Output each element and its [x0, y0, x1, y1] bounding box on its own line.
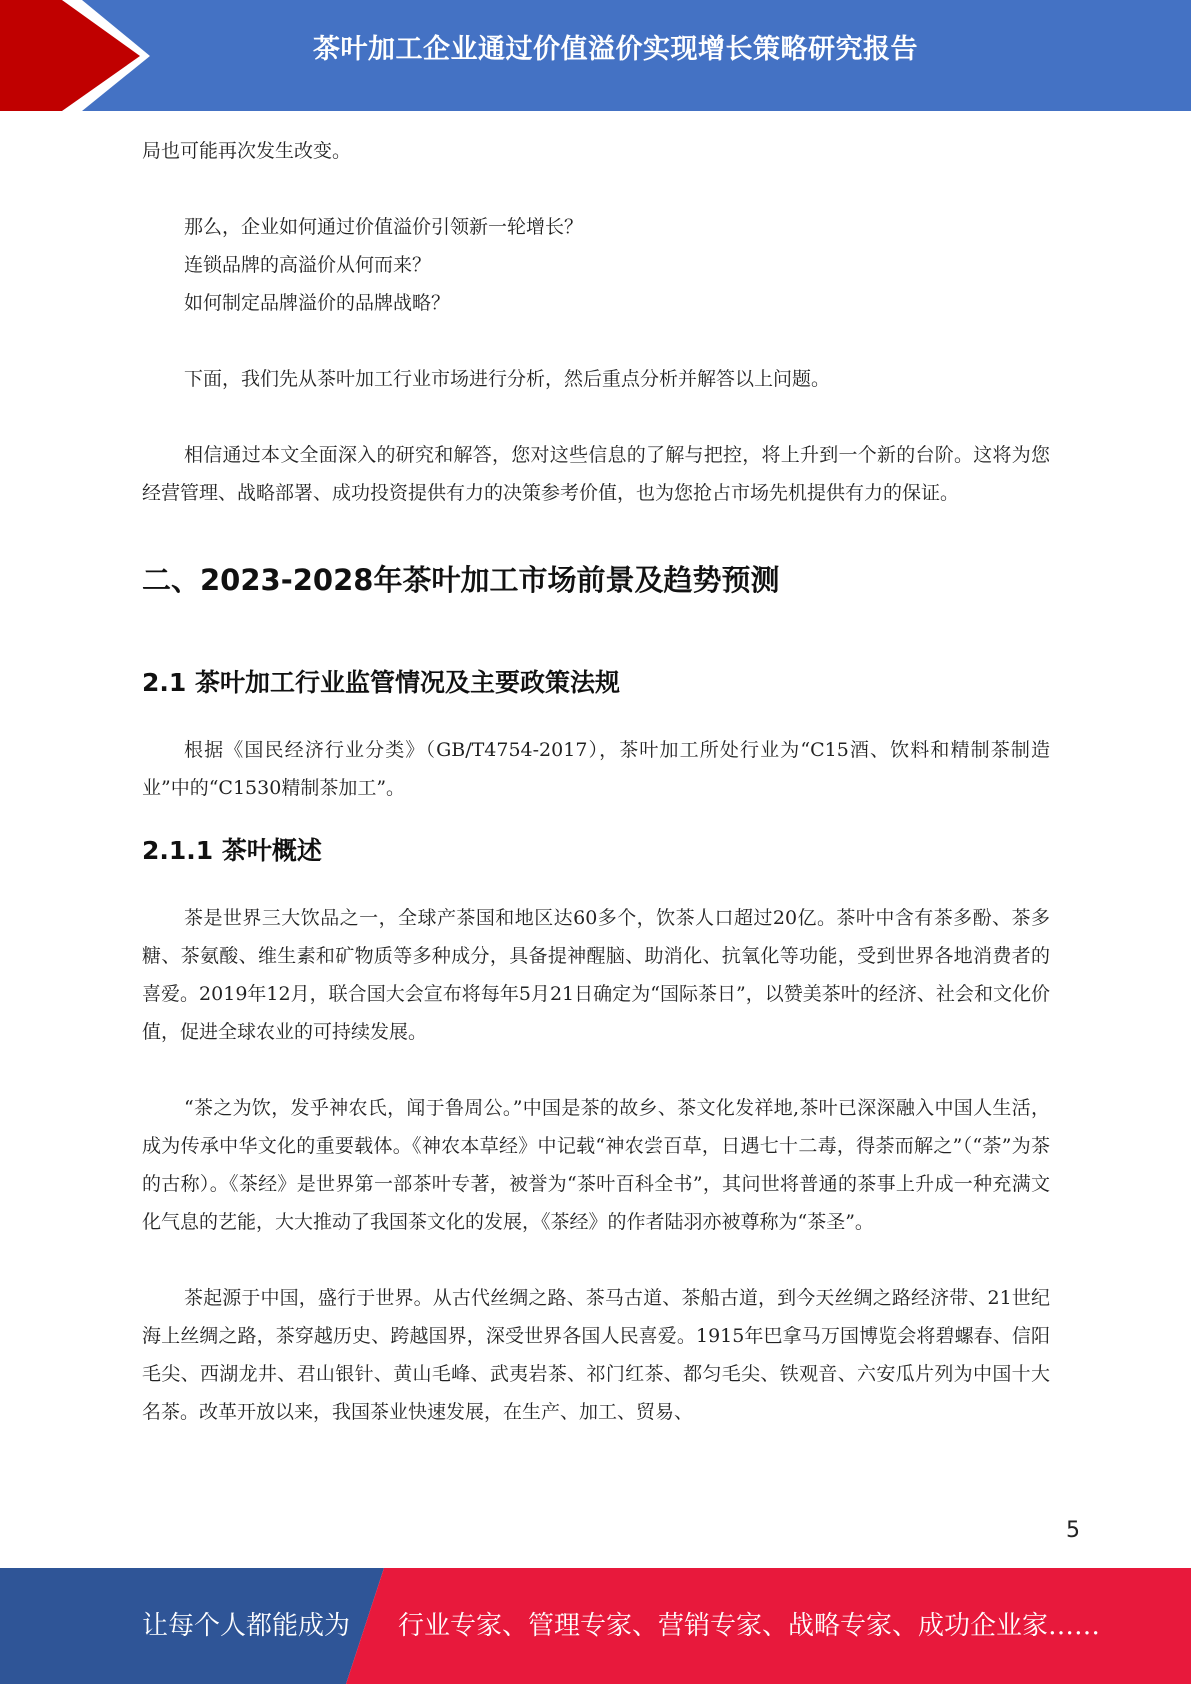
question-3: 如何制定品牌溢价的品牌战略？	[184, 292, 451, 314]
section-heading-2: 二、2023-2028年茶叶加工市场前景及趋势预测	[142, 563, 780, 597]
paragraph-tea-overview-3: 茶起源于中国，盛行于世界。从古代丝绸之路、茶马古道、茶船古道，到今天丝绸之路经济带、21世纪海上丝绸之路，茶穿越历史、跨越国界，深受世界各国人民喜爱。1915年巴拿马万国博览会将碧螺春、信阳毛尖、西湖龙井、君山银针、黄山毛峰、武夷岩茶、祁门红茶、都匀毛尖、铁观音、六安瓜片列为中国十大名茶。改革开放以来，我国茶业快速发展，在生产、加工、贸易、	[142, 1287, 1050, 1423]
question-1: 那么，企业如何通过价值溢价引领新一轮增长？	[184, 216, 584, 238]
page-header	[0, 0, 1191, 111]
paragraph-tea-overview-2: “茶之为饮，发乎神农氏，闻于鲁周公。”中国是茶的故乡、茶文化发祥地,茶叶已深深融入中国人生活，成为传承中华文化的重要载体。《神农本草经》中记载“神农尝百草，日遇七十二毒，得荼而解之”（“荼”为茶的古称）。《茶经》是世界第一部茶叶专著，被誉为“茶叶百科全书”，其问世将普通的茶事上升成一种充满文化气息的艺能，大大推动了我国茶文化的发展，《茶经》的作者陆羽亦被尊称为“茶圣”。	[142, 1097, 1050, 1233]
paragraph-believe: 相信通过本文全面深入的研究和解答，您对这些信息的了解与把控，将上升到一个新的台阶。这将为您经营管理、战略部署、成功投资提供有力的决策参考价值，也为您抢占市场先机提供有力的保证。	[142, 444, 1050, 504]
paragraph-continuation: 局也可能再次发生改变。	[142, 140, 352, 162]
subsection-heading-2-1: 2.1 茶叶加工行业监管情况及主要政策法规	[142, 668, 620, 697]
subsection-heading-2-1-1: 2.1.1 茶叶概述	[142, 836, 322, 865]
paragraph-next: 下面，我们先从茶叶加工行业市场进行分析，然后重点分析并解答以上问题。	[184, 368, 831, 390]
page-number: 5	[1066, 1518, 1080, 1543]
question-2: 连锁品牌的高溢价从何而来？	[184, 254, 432, 276]
paragraph-classification: 根据《国民经济行业分类》（GB/T4754-2017），茶叶加工所处行业为“C15酒、饮料和精制茶制造业”中的“C1530精制茶加工”。	[142, 739, 1050, 799]
document-body	[142, 132, 1050, 1431]
footer-slogan-right: 行业专家、管理专家、营销专家、战略专家、成功企业家……	[398, 1611, 1101, 1641]
page-footer	[0, 1568, 1191, 1684]
report-title: 茶叶加工企业通过价值溢价实现增长策略研究报告	[313, 34, 918, 65]
footer-slogan-left: 让每个人都能成为	[142, 1611, 351, 1641]
paragraph-tea-overview-1: 茶是世界三大饮品之一，全球产茶国和地区达60多个，饮茶人口超过20亿。茶叶中含有茶多酚、茶多糖、茶氨酸、维生素和矿物质等多种成分，具备提神醒脑、助消化、抗氧化等功能，受到世界各地消费者的喜爱。2019年12月，联合国大会宣布将每年5月21日确定为“国际茶日”，以赞美茶叶的经济、社会和文化价值，促进全球农业的可持续发展。	[142, 907, 1050, 1043]
